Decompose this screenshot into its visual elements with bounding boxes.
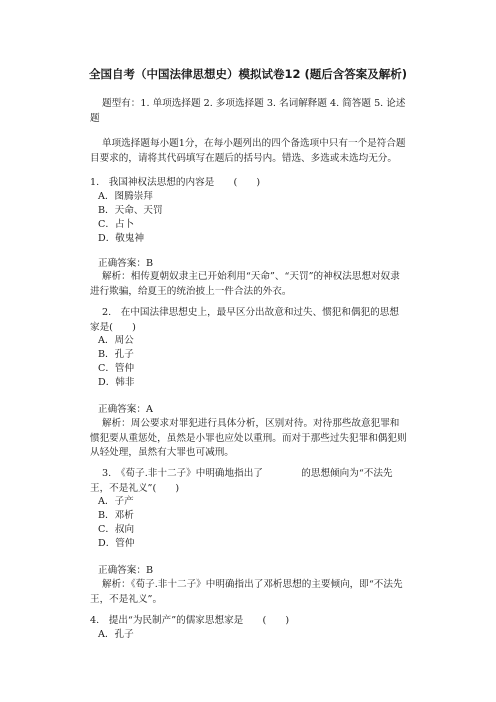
- question-1-analysis: [90, 270, 408, 299]
- question-2-stem: [90, 306, 408, 335]
- question-2-analysis-text: 解析：周公要求对罪犯进行具体分析，区别对待。对待那些故意犯罪和惯犯要从重惩处，虽然是小罪也应处以重刑。而对于那些过失犯罪和偶犯则从轻处理，虽然有大罪也可减刑。: [90, 418, 407, 458]
- question-3-stem: [90, 467, 408, 496]
- question-1-option-b: B．天命、天罚: [98, 205, 163, 216]
- question-3-option-a: A．子产: [98, 496, 134, 507]
- question-3-option-c: C．叔向: [98, 524, 135, 535]
- question-3-analysis-text: 解析：《荀子.非十二子》中明确指出了邓析思想的主要倾向，即“不法先王，不是礼义”。: [90, 579, 403, 605]
- question-3-option-b: B．邓析: [98, 510, 134, 521]
- question-2-option-a: A．周公: [98, 335, 134, 346]
- question-4-option-a: A．孔子: [98, 629, 134, 640]
- question-1-option-c: C．占卜: [98, 219, 135, 230]
- instructions: [90, 137, 408, 166]
- question-2-analysis: [90, 417, 408, 461]
- question-2-option-b: B．孔子: [98, 349, 134, 360]
- question-3-answer: 正确答案：B: [98, 565, 154, 576]
- instructions-text: 单项选择题每小题1分，在每小题列出的四个备选项中只有一个是符合题目要求的，请将其代码填写在题后的括号内。错选、多选或未选均无分。: [90, 138, 406, 164]
- question-2-option-c: C．管仲: [98, 363, 135, 374]
- question-4-stem: 4. 提出“为民制产”的儒家思想家是 ( ): [90, 615, 290, 626]
- question-2-option-d: D．韩非: [98, 377, 135, 388]
- question-1-option-d: D．敬鬼神: [98, 233, 145, 244]
- question-1-answer: 正确答案：B: [98, 258, 154, 269]
- question-3-stem-text: 3. 《荀子.非十二子》中明确地指出了 的思想倾向为“不法先王，不是礼义”( ): [90, 468, 393, 494]
- question-types: [90, 97, 408, 126]
- question-3-analysis: [90, 578, 408, 607]
- question-2-stem-text: 2. 在中国法律思想史上，最早区分出故意和过失、惯犯和偶犯的思想家是( ): [90, 307, 399, 333]
- question-3-option-d: D．管仲: [98, 538, 135, 549]
- question-1-stem: 1. 我国神权法思想的内容是 ( ): [90, 177, 261, 188]
- question-2-answer: 正确答案：A: [98, 404, 153, 415]
- question-types-text: 题型有：1. 单项选择题 2. 多项选择题 3. 名词解释题 4. 简答题 5. 论述题: [90, 98, 406, 124]
- document-title: 全国自考（中国法律思想史）模拟试卷12 (题后含答案及解析): [88, 67, 408, 81]
- question-1-analysis-text: 解析：相传夏朝奴隶主已开始利用“天命”、“天罚”的神权法思想对奴隶进行欺骗，给夏王的统治披上一件合法的外衣。: [90, 271, 400, 297]
- question-1-option-a: A．图腾崇拜: [98, 191, 153, 202]
